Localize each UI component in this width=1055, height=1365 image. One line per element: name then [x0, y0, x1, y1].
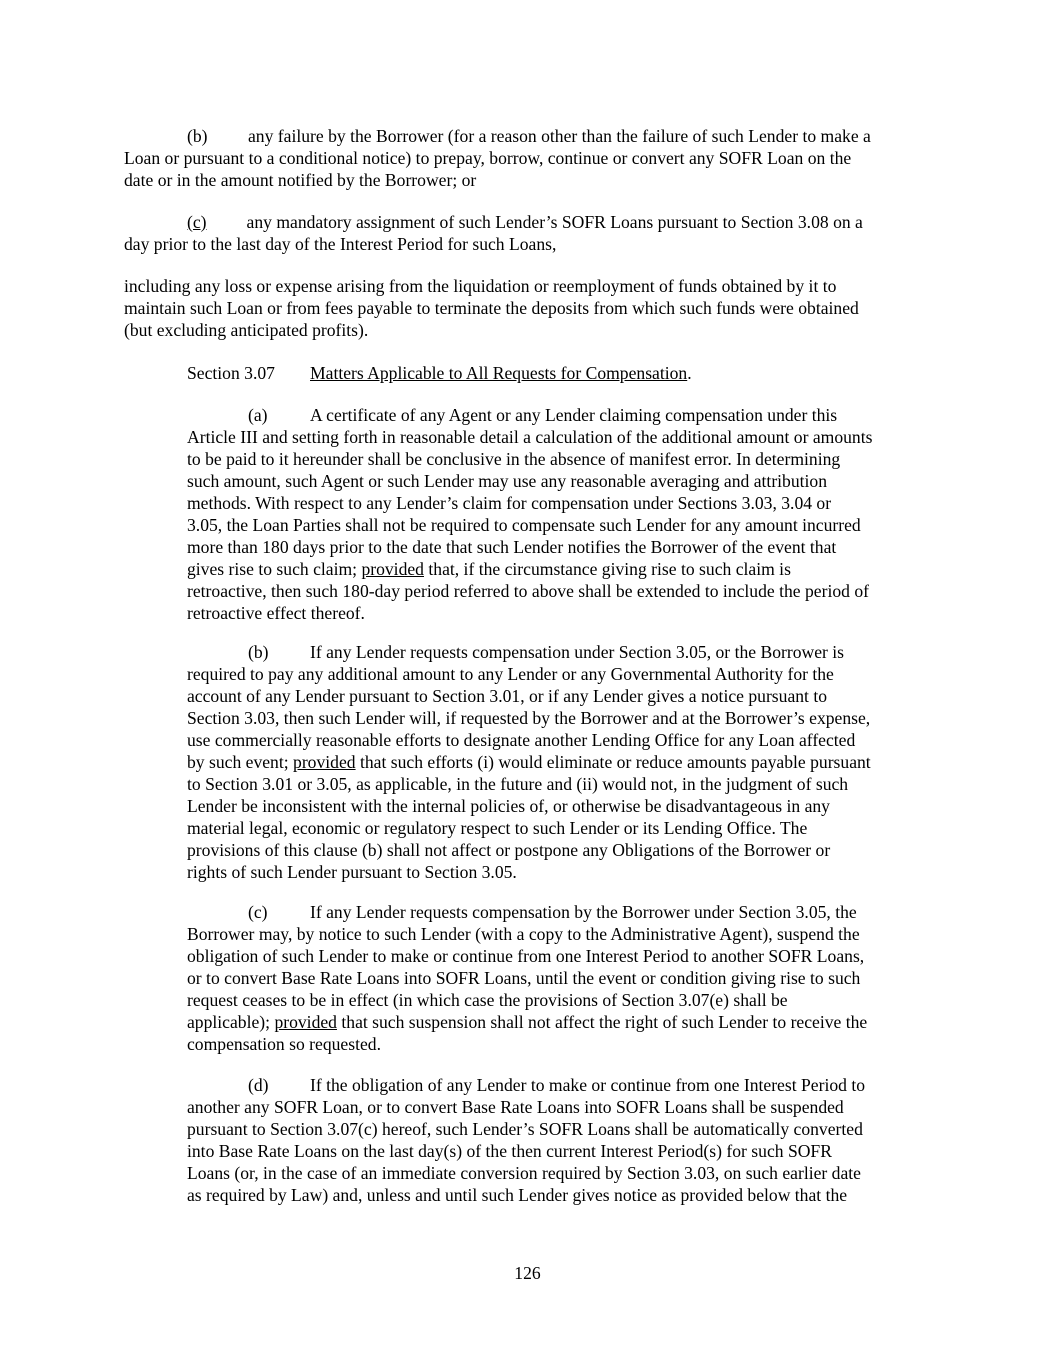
- paragraph-d-conversion: [187, 1074, 931, 1206]
- clause-label: (c): [187, 212, 207, 232]
- text-line: provisions of this clause (b) shall not affect or postpone any Obligations of the Borrower or: [187, 840, 831, 860]
- text-line: request ceases to be in effect (in which case the provisions of Section 3.07(e) shall be: [187, 990, 788, 1010]
- text-line: such amount, such Agent or such Lender may use any reasonable averaging and attribution: [187, 471, 828, 491]
- text-line: or to convert Base Rate Loans into SOFR Loans, until the event or condition giving rise to such: [187, 968, 861, 988]
- text-line: account of any Lender pursuant to Section 3.01, or if any Lender gives a notice pursuant to: [187, 686, 828, 706]
- text-line: day prior to the last day of the Interest Period for such Loans,: [124, 234, 557, 254]
- text-line: Borrower may, by notice to such Lender (with a copy to the Administrative Agent), suspend the: [187, 924, 860, 944]
- clause-label: (b): [248, 642, 269, 662]
- text-line: (b) any failure by the Borrower (for a reason other than the failure of such Lender to make a: [187, 126, 871, 146]
- text-line: (c) any mandatory assignment of such Lender’s SOFR Loans pursuant to Section 3.08 on a: [187, 212, 863, 232]
- clause-label: (a): [248, 405, 268, 425]
- text-line: including any loss or expense arising from the liquidation or reemployment of funds obtained by it to: [124, 276, 837, 296]
- text-line: Section 3.03, then such Lender will, if requested by the Borrower and at the Borrower’s expense,: [187, 708, 871, 728]
- paragraph-including: [124, 275, 928, 341]
- text-line: another any SOFR Loan, or to convert Base Rate Loans into SOFR Loans shall be suspended: [187, 1097, 844, 1117]
- text-line: maintain such Loan or from fees payable to terminate the deposits from which such funds were obtained: [124, 298, 859, 318]
- text-line: into Base Rate Loans on the last day(s) of the then current Interest Period(s) for such SOFR: [187, 1141, 832, 1161]
- text-line: required to pay any additional amount to any Lender or any Governmental Authority for the: [187, 664, 834, 684]
- text-line: more than 180 days prior to the date that such Lender notifies the Borrower of the event that: [187, 537, 837, 557]
- text-line: compensation so requested.: [187, 1034, 381, 1054]
- text-line: retroactive effect thereof.: [187, 603, 365, 623]
- text-line: date or in the amount notified by the Borrower; or: [124, 170, 477, 190]
- text-line: Lender be inconsistent with the internal policies of, or otherwise be disadvantageous in any: [187, 796, 830, 816]
- text-line: (a) A certificate of any Agent or any Lender claiming compensation under this: [248, 405, 838, 425]
- text-line: by such event; provided that such efforts (i) would eliminate or reduce amounts payable pursuant: [187, 752, 871, 772]
- text-line: (b) If any Lender requests compensation under Section 3.05, or the Borrower is: [248, 642, 845, 662]
- section-heading: Section 3.07 Matters Applicable to All Requests for Compensation.: [187, 363, 692, 383]
- text-line: applicable); provided that such suspension shall not affect the right of such Lender to receive the: [187, 1012, 868, 1032]
- text-line: to Section 3.01 or 3.05, as applicable, in the future and (ii) would not, in the judgment of such: [187, 774, 849, 794]
- page-number: 126: [514, 1263, 541, 1283]
- text-line: (d) If the obligation of any Lender to make or continue from one Interest Period to: [248, 1075, 866, 1095]
- text-line: to be paid to it hereunder shall be conclusive in the absence of manifest error. In determining: [187, 449, 841, 469]
- text-line: retroactive, then such 180-day period referred to above shall be extended to include the period of: [187, 581, 869, 601]
- paragraph-b-failure: [124, 125, 928, 191]
- text-line: gives rise to such claim; provided that, if the circumstance giving rise to such claim is: [187, 559, 791, 579]
- provided-term: provided: [293, 752, 356, 772]
- text-line: methods. With respect to any Lender’s claim for compensation under Sections 3.03, 3.04 or: [187, 493, 832, 513]
- clause-label: (d): [248, 1075, 269, 1095]
- text-line: Loan or pursuant to a conditional notice) to prepay, borrow, continue or convert any SOFR Loan on the: [124, 148, 852, 168]
- paragraph-c-assignment: [124, 211, 928, 255]
- paragraph-b-compensation: [187, 641, 931, 883]
- provided-term: provided: [274, 1012, 337, 1032]
- provided-term: provided: [361, 559, 424, 579]
- text-line: rights of such Lender pursuant to Section 3.05.: [187, 862, 517, 882]
- section-number: Section 3.07: [187, 363, 275, 383]
- text-line: material legal, economic or regulatory respect to such Lender or its Lending Office. The: [187, 818, 808, 838]
- paragraph-c-suspension: [187, 901, 931, 1055]
- clause-label: (c): [248, 902, 268, 922]
- text-line: obligation of such Lender to make or continue from one Interest Period to another SOFR Loans,: [187, 946, 865, 966]
- text-line: (c) If any Lender requests compensation by the Borrower under Section 3.05, the: [248, 902, 857, 922]
- clause-label: (b): [187, 126, 208, 146]
- section-title: Matters Applicable to All Requests for Compensation: [310, 363, 688, 383]
- text-line: as required by Law) and, unless and until such Lender gives notice as provided below that the: [187, 1185, 848, 1205]
- text-line: (but excluding anticipated profits).: [124, 320, 369, 340]
- text-line: pursuant to Section 3.07(c) hereof, such Lender’s SOFR Loans shall be automatically converted: [187, 1119, 863, 1139]
- text-line: Article III and setting forth in reasonable detail a calculation of the additional amount or amounts: [187, 427, 873, 447]
- paragraph-a-certificate: [187, 404, 931, 624]
- text-line: 3.05, the Loan Parties shall not be required to compensate such Lender for any amount incurred: [187, 515, 861, 535]
- text-line: use commercially reasonable efforts to designate another Lending Office for any Loan affected: [187, 730, 856, 750]
- text-line: Loans (or, in the case of an immediate conversion required by Section 3.03, on such earlier date: [187, 1163, 861, 1183]
